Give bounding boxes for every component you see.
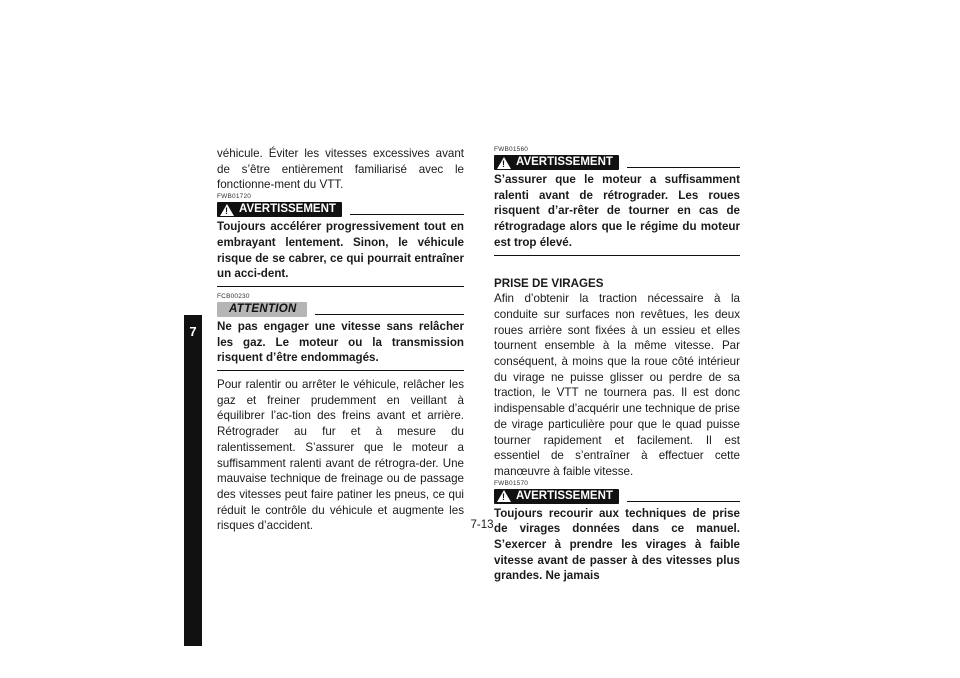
warning-text: S’assurer que le moteur a suffisamment ralenti avant de rétrograder. Les roues risquent d’ar-rêter de tourner en cas de rétrogradage alors que le régime du moteur est trop élevé. (494, 173, 740, 249)
attention-badge: ATTENTION (217, 302, 307, 317)
warning-triangle-icon: ! (497, 490, 511, 502)
warning-rule (627, 501, 740, 502)
warning-text: Toujours recourir aux techniques de prise de virages données dans ce manuel. S’exercer à prendre les virages à faible vitesse avant de passer à des vitesses plus grandes. Ne jamais (494, 506, 740, 583)
caution-header (217, 302, 464, 317)
warning-header (494, 155, 740, 170)
warning-code: FWB01560 (494, 146, 529, 153)
warning-badge (217, 202, 342, 217)
caution-text: Ne pas engager une vitesse sans relâcher les gaz. Le moteur ou la transmission risquent d’être endommagés. (217, 319, 464, 365)
caution-code: FCB00230 (217, 292, 250, 300)
warning-badge (494, 489, 619, 504)
page-number: 7-13 (470, 519, 494, 531)
warning-triangle-icon: ! (497, 157, 511, 169)
right-column (494, 146, 740, 584)
warning-header (494, 489, 740, 504)
braking-paragraph: Pour ralentir ou arrêter le véhicule, relâcher les gaz et freiner prudemment en veillant à équilibrer l’ac-tion des freins avant et arrière. Rétrograder au fur et à mesure du ralentissement. S’assurer que le moteur a suffisamment ralenti avant de rétrogra-der. Une mauvaise technique de freinage ou de passage des vitesses peut faire patiner les pneus, ce qui réduit le contrôle du véhicule et augmente les risques d’accident. (217, 378, 464, 533)
warning-rule (627, 167, 740, 168)
chapter-tab-number: 7 (189, 324, 197, 339)
caution-end-rule (217, 370, 464, 371)
warning-badge (494, 155, 619, 170)
chapter-tab (184, 315, 202, 646)
caution-rule (315, 314, 464, 315)
cornering-paragraph: Afin d’obtenir la traction nécessaire à la conduite sur surfaces non revêtues, les deux roues arrière sont fixées à un essieu et elles tournent ensemble à la même vitesse. Par conséquent, à moins que la roue côté intérieur du virage ne puisse glisser ou perdre de sa traction, le VTT ne tournera pas. Il est donc indispensable d’acquérir une technique de prise de virage particulière pour que le quad puisse tourner rapidement et facilement. Il est essentiel de s’entraîner à effectuer cette manœuvre à faible vitesse. (494, 292, 740, 478)
warning-label: AVERTISSEMENT (516, 489, 613, 502)
warning-triangle-icon: ! (220, 204, 234, 216)
warning-text: Toujours accélérer progressivement tout en embrayant lentement. Sinon, le véhicule risque de se cabrer, ce qui pourrait entraîner un acci-dent. (217, 220, 464, 281)
warning-label: AVERTISSEMENT (516, 156, 613, 168)
intro-paragraph: véhicule. Éviter les vitesses excessives avant de s’être entièrement familiarisé avec le fonctionne-ment du VTT. (217, 147, 464, 192)
warning-header (217, 202, 464, 217)
section-heading: PRISE DE VIRAGES (494, 276, 604, 290)
warning-code: FWB01570 (494, 479, 529, 487)
warning-end-rule (217, 286, 464, 287)
warning-code: FWB01720 (217, 193, 252, 201)
left-column (217, 146, 464, 534)
warning-end-rule (494, 255, 740, 256)
warning-label: AVERTISSEMENT (239, 203, 336, 216)
warning-rule (350, 214, 464, 215)
